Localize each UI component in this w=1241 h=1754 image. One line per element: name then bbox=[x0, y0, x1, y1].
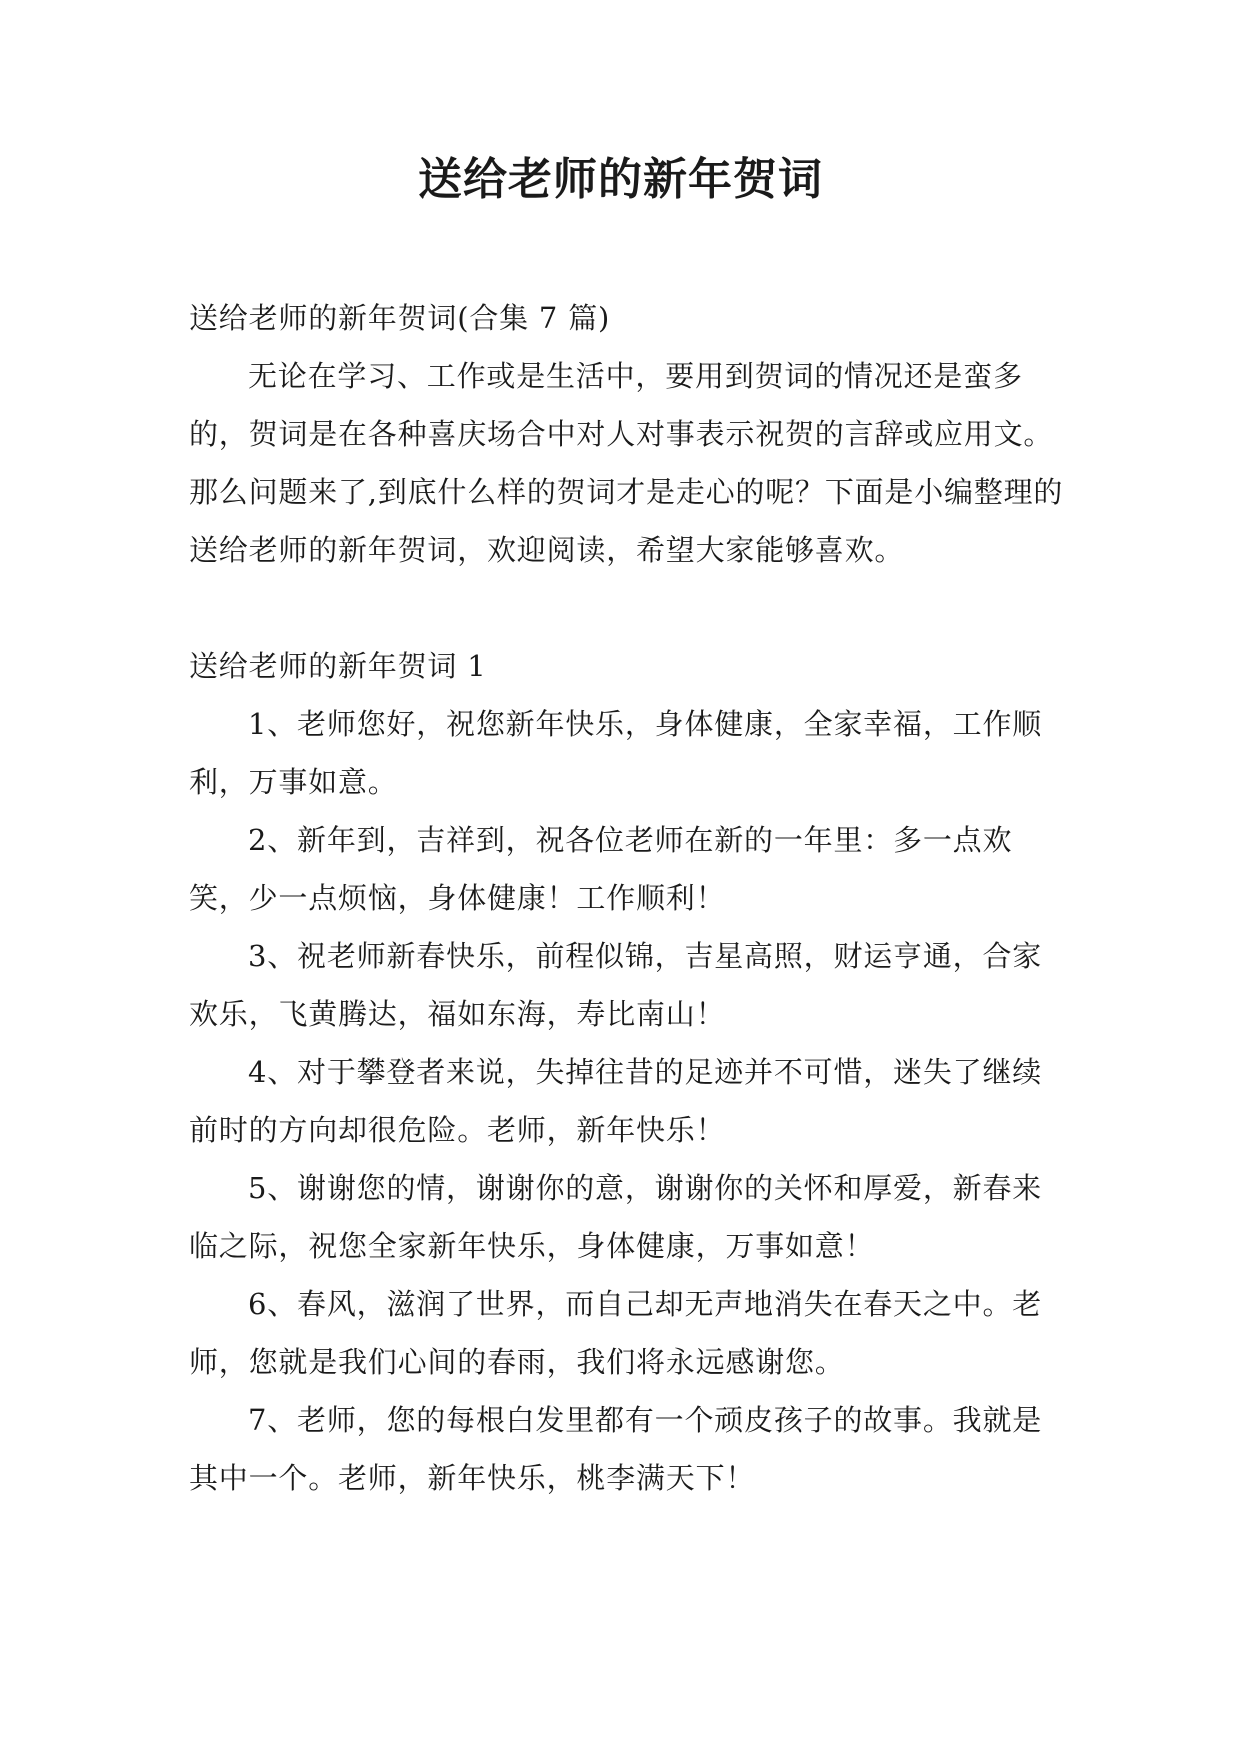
greeting-item-4: 4、对于攀登者来说，失掉往昔的足迹并不可惜，迷失了继续前时的方向却很危险。老师，新年快乐！ bbox=[189, 1055, 1043, 1147]
paragraph-spacer bbox=[189, 579, 1067, 637]
document-title: 送给老师的新年贺词 bbox=[418, 154, 823, 205]
greeting-item-5: 5、谢谢您的情，谢谢你的意，谢谢你的关怀和厚爱，新春来临之际，祝您全家新年快乐，身体健康，万事如意！ bbox=[189, 1171, 1043, 1263]
greeting-item-3: 3、祝老师新春快乐，前程似锦，吉星高照，财运亨通，合家欢乐，飞黄腾达，福如东海，寿比南山！ bbox=[189, 939, 1043, 1031]
greeting-item-6: 6、春风，滋润了世界，而自己却无声地消失在春天之中。老师，您就是我们心间的春雨，我们将永远感谢您。 bbox=[189, 1287, 1043, 1379]
greeting-item-7: 7、老师，您的每根白发里都有一个顽皮孩子的故事。我就是其中一个。老师，新年快乐，桃李满天下！ bbox=[189, 1403, 1043, 1495]
intro-paragraph: 无论在学习、工作或是生活中，要用到贺词的情况还是蛮多的，贺词是在各种喜庆场合中对人对事表示祝贺的言辞或应用文。那么问题来了,到底什么样的贺词才是走心的呢？下面是小编整理的送给老师的新年贺词，欢迎阅读，希望大家能够喜欢。 bbox=[189, 359, 1064, 567]
document-body bbox=[189, 289, 1067, 1507]
document-subtitle: 送给老师的新年贺词(合集 7 篇) bbox=[189, 301, 611, 335]
greeting-item-1: 1、老师您好，祝您新年快乐，身体健康，全家幸福，工作顺利，万事如意。 bbox=[189, 707, 1043, 799]
section-heading: 送给老师的新年贺词 1 bbox=[189, 649, 487, 683]
greeting-item-2: 2、新年到，吉祥到，祝各位老师在新的一年里：多一点欢笑，少一点烦恼，身体健康！工作顺利！ bbox=[189, 823, 1013, 915]
